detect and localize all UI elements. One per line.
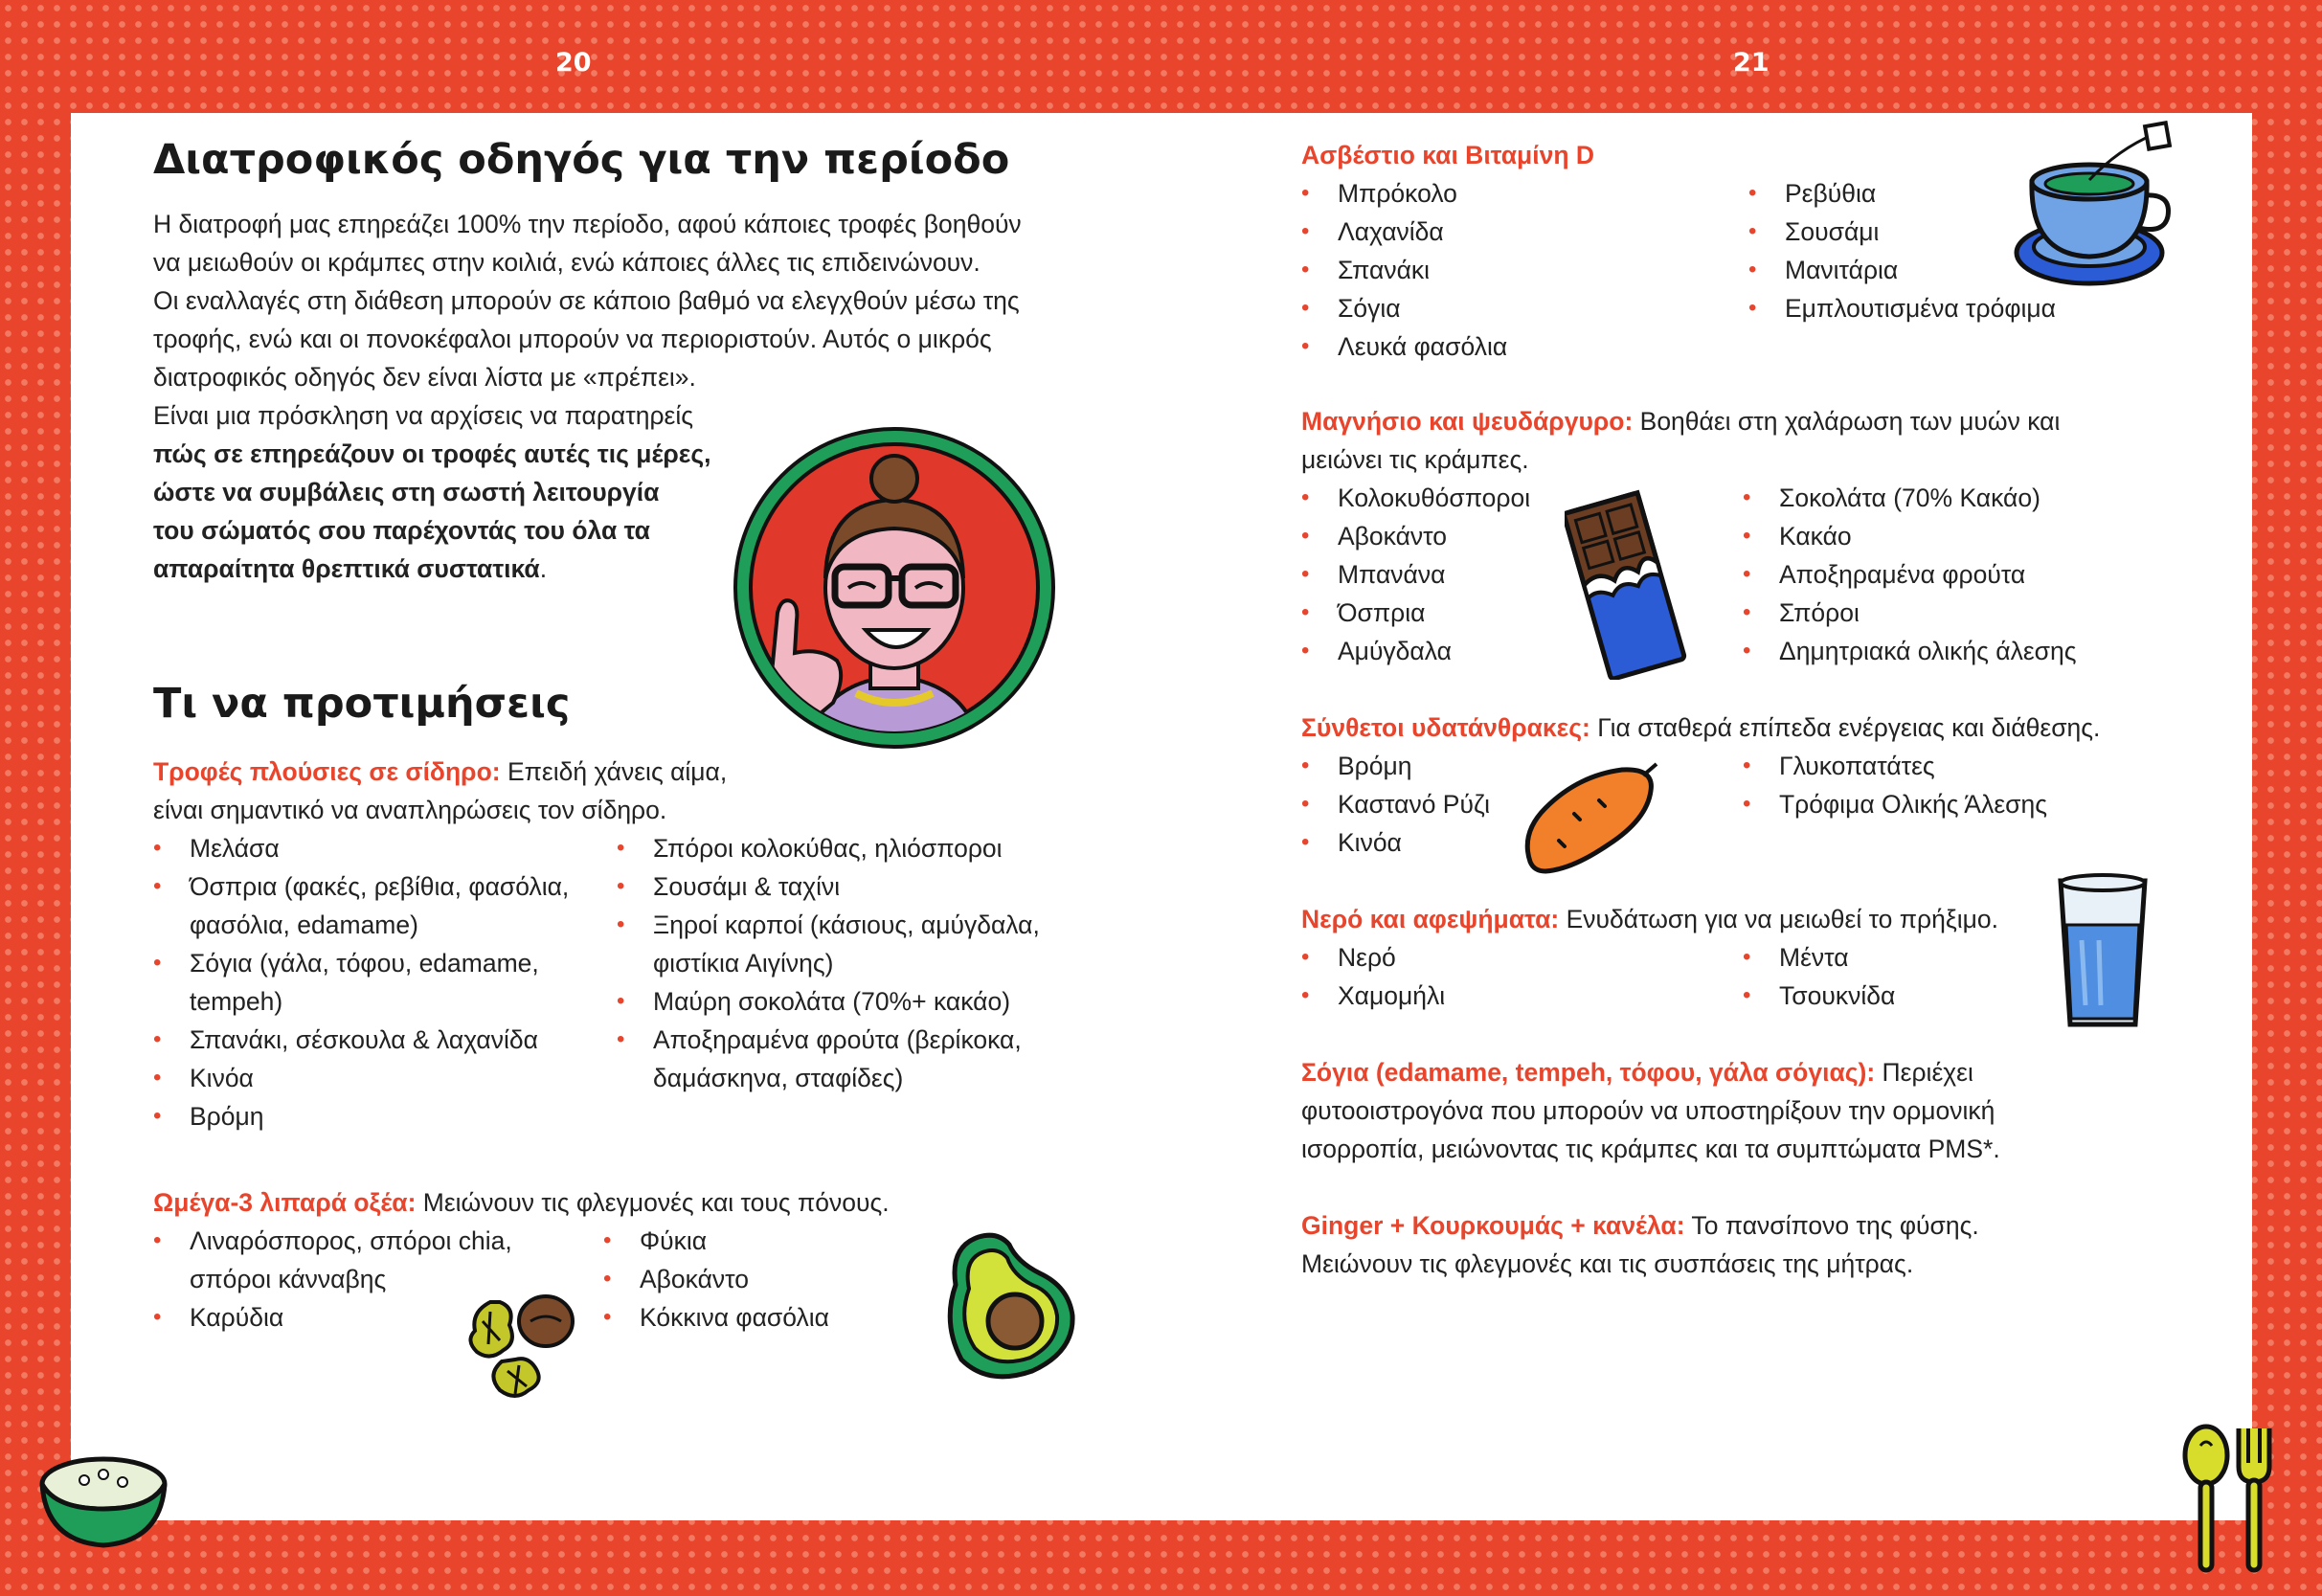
- list-item: • Σόγια (γάλα, τόφου, edamame,: [153, 944, 569, 982]
- intro-bold-line: του σώματός σου παρέχοντάς του όλα τα: [153, 516, 650, 545]
- calcium-label: Ασβέστιο και Βιταμίνη D: [1301, 141, 1595, 169]
- list-item: • Μαύρη σοκολάτα (70%+ κακάο): [617, 982, 1040, 1021]
- tea-cup-icon: [2013, 121, 2175, 293]
- list-item: • Τσουκνίδα: [1743, 977, 1895, 1015]
- calcium-heading: [1301, 136, 1594, 174]
- iron-list-1: [153, 829, 569, 1135]
- calcium-list-2: [1748, 174, 2056, 327]
- carbs-text: Για σταθερά επίπεδα ενέργειας και διάθεσης.: [1589, 713, 2101, 742]
- intro-line: Είναι μια πρόσκληση να αρχίσεις να παρατηρείς: [153, 401, 693, 430]
- list-item: • Νερό: [1301, 938, 1445, 977]
- list-item: • Όσπρια (φακές, ρεβίθια, φασόλια,: [153, 867, 569, 906]
- cutlery-icon: [2177, 1423, 2283, 1576]
- intro-line: τροφής, ενώ και οι πονοκέφαλοι μπορούν να περιοριστούν. Αυτός ο μικρός: [153, 325, 992, 353]
- omega-label: Ωμέγα-3 λιπαρά οξέα:: [153, 1188, 417, 1217]
- list-item: • Σπόροι: [1743, 594, 2077, 632]
- list-item: • Φύκια: [603, 1222, 829, 1260]
- magnesium-heading: [1301, 402, 2060, 440]
- list-item: • Σπανάκι, σέσκουλα & λαχανίδα: [153, 1021, 569, 1059]
- intro-bold-line: ώστε να συμβάλεις στη σωστή λειτουργία: [153, 478, 660, 506]
- calcium-list-1: [1301, 174, 1507, 366]
- list-item: • Ξηροί καρποί (κάσιους, αμύγδαλα,: [617, 906, 1040, 944]
- guide-title: Διατροφικός οδηγός για την περίοδο: [153, 136, 1010, 184]
- ginger-section: [1301, 1206, 1979, 1283]
- omega-heading: [153, 1183, 890, 1222]
- list-item: • Αβοκάντο: [603, 1260, 829, 1298]
- page-number-right: 21: [1733, 48, 1770, 78]
- omega-list-1: [153, 1222, 512, 1337]
- page-number-left: 20: [555, 48, 592, 78]
- list-item: • Όσπρια: [1301, 594, 1530, 632]
- magnesium-section: [1301, 402, 2060, 479]
- list-item: • Μέντα: [1743, 938, 1895, 977]
- list-item-continuation: tempeh): [190, 987, 283, 1016]
- carbs-list-2: [1743, 747, 2047, 823]
- list-item: • Δημητριακά ολικής άλεσης: [1743, 632, 2077, 670]
- list-item: • Αμύγδαλα: [1301, 632, 1530, 670]
- intro-period: .: [539, 554, 548, 583]
- list-item: • Βρόμη: [153, 1097, 569, 1135]
- omega-list-2: [603, 1222, 829, 1337]
- iron-section: [153, 753, 727, 829]
- woman-avatar: [732, 425, 1057, 751]
- water-text: Ενυδάτωση για να μειωθεί το πρήξιμο.: [1559, 905, 1998, 933]
- list-item-continuation: φασόλια, edamame): [190, 910, 418, 939]
- water-label: Νερό και αφεψήματα:: [1301, 905, 1560, 933]
- carbs-section: [1301, 708, 2100, 747]
- soy-section: [1301, 1053, 2000, 1168]
- magnesium-text: Βοηθάει στη χαλάρωση των μυών και: [1633, 407, 2061, 436]
- intro-bold-line: πώς σε επηρεάζουν οι τροφές αυτές τις μέρες,: [153, 439, 711, 468]
- list-item: • Λαχανίδα: [1301, 213, 1507, 251]
- ginger-label: Ginger + Κουρκουμάς + κανέλα:: [1301, 1211, 1685, 1240]
- intro-line: διατροφικός οδηγός δεν είναι λίστα με «πρέπει».: [153, 363, 696, 392]
- list-item: • Λευκά φασόλια: [1301, 327, 1507, 366]
- booklet-spread: [71, 113, 2252, 1520]
- list-item: • Αποξηραμένα φρούτα (βερίκοκα,: [617, 1021, 1040, 1059]
- iron-list-2: [617, 829, 1040, 1097]
- water-list-2: [1743, 938, 1895, 1015]
- list-item: • Κολοκυθόσποροι: [1301, 479, 1530, 517]
- list-item: • Μανιτάρια: [1748, 251, 2056, 289]
- iron-label: Τροφές πλούσιες σε σίδηρο:: [153, 757, 501, 786]
- water-list-1: [1301, 938, 1445, 1015]
- carbs-list-1: [1301, 747, 1490, 862]
- magnesium-label: Μαγνήσιο και ψευδάργυρο:: [1301, 407, 1634, 436]
- soy-text-3: ισορροπία, μειώνοντας τις κράμπες και τα συμπτώματα PMS*.: [1301, 1135, 2000, 1163]
- carbs-heading: [1301, 708, 2100, 747]
- list-item: • Αβοκάντο: [1301, 517, 1530, 555]
- list-item: • Κακάο: [1743, 517, 2077, 555]
- magnesium-list-2: [1743, 479, 2077, 670]
- list-item-continuation: δαμάσκηνα, σταφίδες): [653, 1064, 904, 1092]
- list-item: • Λιναρόσπορος, σπόροι chia,: [153, 1222, 512, 1260]
- iron-heading: [153, 753, 727, 791]
- water-heading: [1301, 900, 1998, 938]
- soy-heading: [1301, 1053, 2000, 1091]
- water-section: [1301, 900, 1998, 938]
- prefer-title: Τι να προτιμήσεις: [153, 680, 571, 728]
- soy-text-2: φυτοοιστρογόνα που μπορούν να υποστηρίξουν την ορμονική: [1301, 1096, 1995, 1125]
- carbs-label: Σύνθετοι υδατάνθρακες:: [1301, 713, 1590, 742]
- list-item: • Μπρόκολο: [1301, 174, 1507, 213]
- walnut-icon: [462, 1283, 586, 1405]
- avocado-icon: [940, 1227, 1084, 1390]
- list-item: • Κινόα: [1301, 823, 1490, 862]
- soy-label: Σόγια (edamame, tempeh, τόφου, γάλα σόγιας):: [1301, 1058, 1876, 1087]
- list-item: • Σπανάκι: [1301, 251, 1507, 289]
- list-item: • Σουσάμι: [1748, 213, 2056, 251]
- list-item: • Σοκολάτα (70% Κακάο): [1743, 479, 2077, 517]
- iron-text: Επειδή χάνεις αίμα,: [500, 757, 728, 786]
- magnesium-list-1: [1301, 479, 1530, 670]
- list-item: • Σόγια: [1301, 289, 1507, 327]
- list-item: • Γλυκοπατάτες: [1743, 747, 2047, 785]
- list-item: • Χαμομήλι: [1301, 977, 1445, 1015]
- list-item: • Κινόα: [153, 1059, 569, 1097]
- ginger-text: Το πανσίπονο της φύσης.: [1684, 1211, 1979, 1240]
- intro-line: να μειωθούν οι κράμπες στην κοιλιά, ενώ κάποιες άλλες τις επιδεινώνουν.: [153, 248, 981, 277]
- sweet-potato-icon: [1517, 756, 1660, 881]
- list-item: • Σουσάμι & ταχίνι: [617, 867, 1040, 906]
- magnesium-text-2: μειώνει τις κράμπες.: [1301, 445, 1529, 474]
- iron-text-2: είναι σημαντικό να αναπληρώσεις τον σίδηρο.: [153, 796, 667, 824]
- intro-line: Οι εναλλαγές στη διάθεση μπορούν σε κάποιο βαθμό να ελεγχθούν μέσω της: [153, 286, 1020, 315]
- water-glass-icon: [2055, 871, 2151, 1034]
- list-item: • Εμπλουτισμένα τρόφιμα: [1748, 289, 2056, 327]
- list-item: • Καστανό Ρύζι: [1301, 785, 1490, 823]
- list-item: • Μελάσα: [153, 829, 569, 867]
- intro-line: Η διατροφή μας επηρεάζει 100% την περίοδο, αφού κάποιες τροφές βοηθούν: [153, 210, 1022, 238]
- omega-text: Μειώνουν τις φλεγμονές και τους πόνους.: [416, 1188, 890, 1217]
- chocolate-bar-icon: [1565, 488, 1699, 680]
- list-item: • Μπανάνα: [1301, 555, 1530, 594]
- list-item: • Σπόροι κολοκύθας, ηλιόσποροι: [617, 829, 1040, 867]
- rice-bowl-icon: [36, 1446, 170, 1551]
- soy-text: Περιέχει: [1875, 1058, 1973, 1087]
- list-item: • Τρόφιμα Ολικής Άλεσης: [1743, 785, 2047, 823]
- list-item: • Ρεβύθια: [1748, 174, 2056, 213]
- ginger-text-2: Μειώνουν τις φλεγμονές και τις συσπάσεις της μήτρας.: [1301, 1249, 1914, 1278]
- list-item: • Αποξηραμένα φρούτα: [1743, 555, 2077, 594]
- list-item: • Βρόμη: [1301, 747, 1490, 785]
- intro-bold-text: απαραίτητα θρεπτικά συστατικά: [153, 554, 540, 583]
- list-item-continuation: φιστίκια Αιγίνης): [653, 949, 834, 978]
- list-item: • Κόκκινα φασόλια: [603, 1298, 829, 1337]
- list-item-continuation: σπόροι κάνναβης: [190, 1265, 387, 1293]
- ginger-heading: [1301, 1206, 1979, 1245]
- list-item: • Καρύδια: [153, 1298, 512, 1337]
